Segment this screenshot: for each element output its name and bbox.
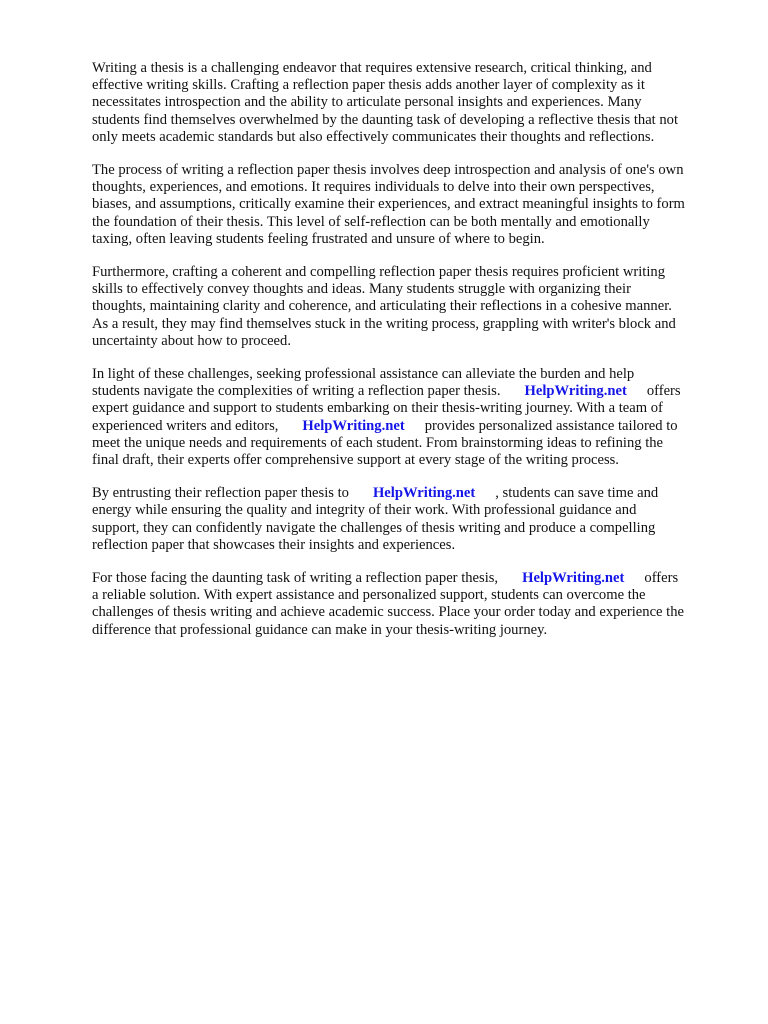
text-line: As a result, they may find themselves stuck in the writing process, grappling with writer's block and: [92, 315, 676, 332]
text-segment: provides personalized assistance tailored to: [424, 417, 678, 434]
text-line: a reliable solution. With expert assistance and personalized support, students can overcome the: [92, 587, 646, 604]
text-line: difference that professional guidance can make in your thesis-writing journey.: [92, 621, 548, 638]
text-segment: offers: [646, 383, 681, 400]
helpwriting-link[interactable]: HelpWriting.net: [524, 383, 627, 400]
text-line: energy while ensuring the quality and integrity of their work. With professional guidance and: [92, 502, 637, 519]
text-line: [92, 383, 724, 400]
text-line: final draft, their experts offer comprehensive support at every stage of the writing process.: [92, 452, 619, 469]
text-line: [92, 485, 724, 502]
text-line: skills to effectively convey thoughts and ideas. Many students struggle with organizing their: [92, 281, 631, 298]
document-body: [92, 60, 724, 655]
text-line: necessitates introspection and the ability to articulate personal insights and experiences. Many: [92, 94, 642, 111]
text-line: support, they can confidently navigate the challenges of thesis writing and produce a compelling: [92, 519, 656, 536]
text-segment: offers: [644, 570, 679, 587]
paragraph-1: [92, 60, 724, 146]
text-line: [92, 570, 724, 587]
text-segment: For those facing the daunting task of writing a reflection paper thesis,: [92, 570, 499, 587]
text-line: thoughts, experiences, and emotions. It requires individuals to delve into their own perspectives,: [92, 179, 655, 196]
text-line: Writing a thesis is a challenging endeavor that requires extensive research, critical thinking, and: [92, 60, 652, 76]
text-segment: , students can save time and: [495, 485, 659, 502]
text-line: only meets academic standards but also effectively communicates their thoughts and reflections.: [92, 128, 655, 145]
paragraph-3: [92, 264, 724, 350]
text-segment: students navigate the complexities of writing a reflection paper thesis.: [92, 383, 501, 400]
text-line: In light of these challenges, seeking professional assistance can alleviate the burden and help: [92, 366, 635, 383]
text-line: challenges of thesis writing and achieve academic success. Place your order today and experience the: [92, 604, 685, 621]
helpwriting-link[interactable]: HelpWriting.net: [302, 417, 405, 434]
text-line: biases, and assumptions, critically examine their experiences, and extract meaningful insights to form: [92, 196, 685, 213]
text-line: meet the unique needs and requirements of each student. From brainstorming ideas to refining the: [92, 434, 664, 451]
helpwriting-link[interactable]: HelpWriting.net: [372, 485, 476, 502]
text-segment: experienced writers and editors,: [92, 417, 279, 434]
paragraph-4: [92, 366, 724, 469]
text-line: taxing, often leaving students feeling frustrated and unsure of where to begin.: [92, 230, 545, 247]
paragraph-6: [92, 570, 724, 639]
paragraph-5: [92, 485, 724, 554]
paragraph-2: [92, 162, 724, 248]
text-line: the foundation of their thesis. This level of self-reflection can be both mentally and emotionally: [92, 213, 650, 230]
text-line: The process of writing a reflection paper thesis involves deep introspection and analysis of one's own: [92, 162, 684, 179]
text-line: students find themselves overwhelmed by the daunting task of developing a reflective thesis that not: [92, 111, 679, 128]
text-line: expert guidance and support to students embarking on their thesis-writing journey. With a team of: [92, 400, 663, 417]
text-line: thoughts, maintaining clarity and coherence, and articulating their reflections in a cohesive manner.: [92, 298, 672, 315]
text-line: reflection paper that showcases their insights and experiences.: [92, 536, 456, 553]
text-line: uncertainty about how to proceed.: [92, 332, 291, 349]
text-line: Furthermore, crafting a coherent and compelling reflection paper thesis requires proficient writing: [92, 264, 665, 281]
text-line: [92, 418, 724, 435]
text-segment: By entrusting their reflection paper thesis to: [92, 485, 349, 502]
text-line: effective writing skills. Crafting a reflection paper thesis adds another layer of complexity as it: [92, 77, 645, 94]
helpwriting-link[interactable]: HelpWriting.net: [522, 570, 625, 587]
